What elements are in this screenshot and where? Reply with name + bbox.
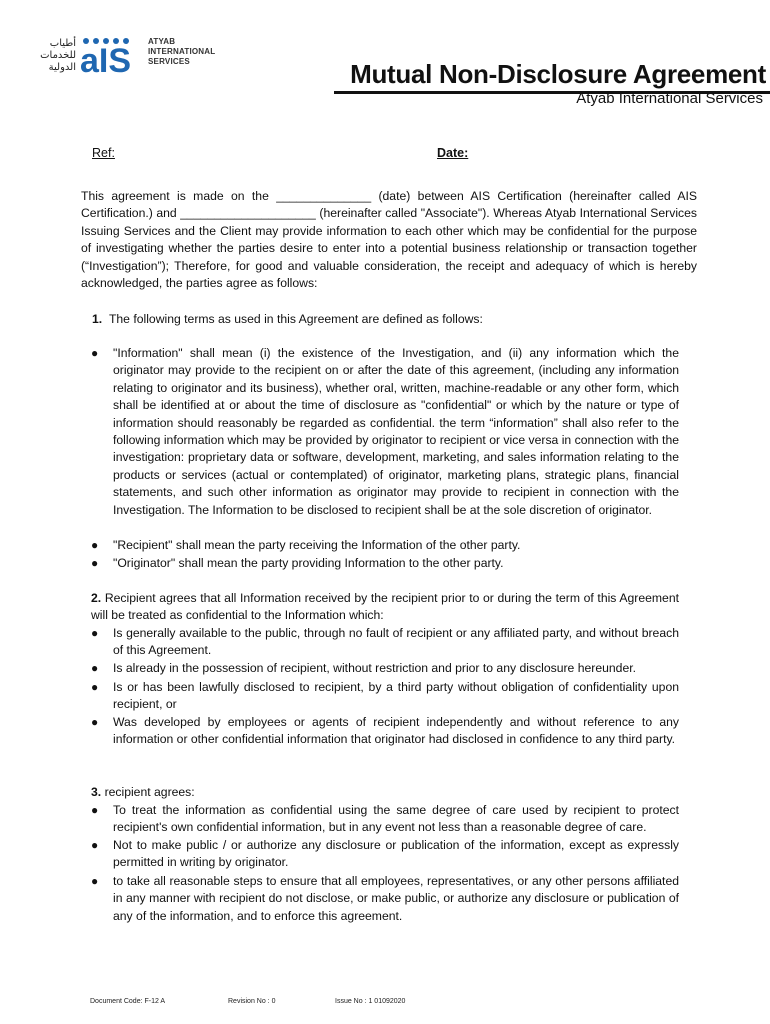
bullet-icon: ● bbox=[91, 803, 99, 817]
logo-caption-line: INTERNATIONAL bbox=[148, 47, 216, 56]
section-2-item: Was developed by employees or agents of recipient independently and without reference to any information or other confidential information that originator had disclosed in confidence to any third party. bbox=[113, 715, 679, 747]
section-1-item: "Originator" shall mean the party providing Information to the other party. bbox=[113, 556, 504, 570]
bullet-icon: ● bbox=[91, 538, 99, 552]
bullet-icon: ● bbox=[91, 838, 99, 852]
section-1-number: 1. bbox=[92, 312, 103, 326]
section-2-number: 2. bbox=[91, 591, 102, 605]
footer-document-code: Document Code: F-12 A bbox=[90, 998, 166, 1005]
logo-caption-line: ATYAB bbox=[148, 37, 176, 46]
section-2-intro bbox=[91, 590, 679, 625]
footer-issue: Issue No : 1 01092020 bbox=[335, 998, 406, 1005]
logo-caption bbox=[148, 37, 215, 67]
bullet-icon: ● bbox=[91, 661, 99, 675]
ais-logo-icon bbox=[6, 38, 146, 80]
section-3-heading bbox=[91, 784, 195, 801]
company-logo bbox=[6, 38, 216, 80]
bullet-icon: ● bbox=[91, 715, 99, 729]
intro-paragraph: This agreement is made on the ______________ (date) between AIS Certification (hereinafter called AIS Certification.) and ____________________ (hereinafter called "Associate"). Whereas Atyab International Services Issuing Services and the Client may provide information to each other which may be confidential for the purpose of investigating whether the parties desire to enter into a potential business relationship or transaction together (“Investigation”); Therefore, for good and valuable consideration, the receipt and adequacy of which is hereby acknowledged, the parties agree as follows: bbox=[81, 189, 697, 291]
section-1-item: "Information" shall mean (i) the existence of the Investigation, and (ii) any information which the originator may provide to the recipient on or after the date of this agreement, (including any information relating to originator and its business), whether oral, written, machine-readable or any other form, which shall be identified at or about the time of disclosure as "confidential" or which by the nature or type of information should reasonably be regarded as confidential. the term “information” shall also refer to the following information which may be provided by originator to recipient or vice versa in connection with the investigation: proprietary data or software, development, marketing, and sales information relating to the products or services (actual or contemplated) of originator, marketing plans, strategic plans, financial statements, and such other information as originator may provide to recipient in connection with the Investigation. The Information to be disclosed to recipient shall be at the sole discretion of originator. bbox=[113, 346, 679, 517]
section-3-item: to take all reasonable steps to ensure that all employees, representatives, or any other persons affiliated in any manner with recipient do not disclose, or make public, or authorize any disclosure or publication of any of the information, and to enforce this agreement. bbox=[113, 874, 679, 923]
section-3-number: 3. bbox=[91, 785, 102, 799]
ref-label: Ref: bbox=[92, 146, 115, 160]
section-2-item: Is already in the possession of recipient, without restriction and prior to any disclosure hereunder. bbox=[113, 661, 636, 675]
footer-revision: Revision No : 0 bbox=[228, 998, 276, 1005]
logo-wordmark: aIS bbox=[80, 42, 132, 80]
logo-caption-line: SERVICES bbox=[148, 57, 190, 66]
section-3-item: To treat the information as confidential using the same degree of care used by recipient to protect recipient's own confidential information, but in any event not less than a reasonable degree of care. bbox=[113, 803, 679, 835]
bullet-icon: ● bbox=[91, 626, 99, 640]
section-3-item: Not to make public / or authorize any disclosure or publication of the information, except as expressly permitted in writing by originator. bbox=[113, 838, 679, 870]
section-1-text: The following terms as used in this Agreement are defined as follows: bbox=[108, 312, 483, 326]
page-subtitle: Atyab International Services bbox=[576, 90, 763, 107]
section-1-heading bbox=[92, 311, 483, 328]
section-2-item: Is or has been lawfully disclosed to recipient, by a third party without obligation of confidentiality upon recipient, or bbox=[113, 680, 679, 712]
section-1-item: "Recipient" shall mean the party receiving the Information of the other party. bbox=[113, 538, 521, 552]
bullet-icon: ● bbox=[91, 874, 99, 888]
date-label: Date: bbox=[437, 146, 469, 160]
section-2-text: Recipient agrees that all Information received by the recipient prior to or during the term of this Agreement will be treated as confidential to the Information which: bbox=[91, 591, 679, 623]
page-title: Mutual Non-Disclosure Agreement bbox=[350, 59, 766, 89]
bullet-icon: ● bbox=[91, 346, 99, 360]
logo-arabic-text: أطياب للخدمات الدولية bbox=[40, 38, 76, 73]
bullet-icon: ● bbox=[91, 556, 99, 570]
section-2-item: Is generally available to the public, through no fault of recipient or any affiliated party, and without breach of this Agreement. bbox=[113, 626, 679, 658]
bullet-icon: ● bbox=[91, 680, 99, 694]
section-3-text: recipient agrees: bbox=[104, 785, 195, 799]
